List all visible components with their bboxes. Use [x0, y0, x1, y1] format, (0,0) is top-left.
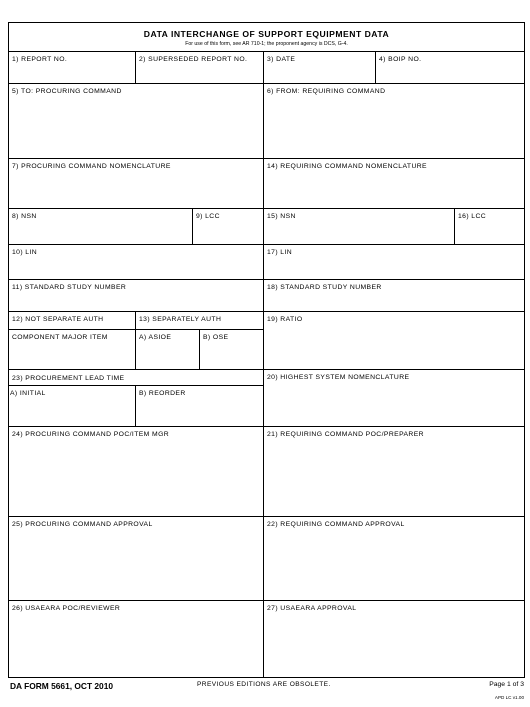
version-label: APD LC v1.00 — [494, 695, 524, 700]
field-requiring-approval[interactable] — [264, 517, 524, 601]
field-label: 12) NOT SEPARATE AUTH — [12, 316, 104, 323]
field-to-procuring-command[interactable] — [9, 84, 264, 159]
field-date[interactable] — [264, 51, 376, 84]
field-label: COMPONENT MAJOR ITEM — [12, 334, 108, 341]
field-initial[interactable] — [9, 385, 136, 427]
field-asioe[interactable] — [136, 330, 200, 370]
field-requiring-poc[interactable] — [264, 427, 524, 517]
field-component-major-item[interactable] — [9, 330, 136, 370]
field-label: 21) REQUIRING COMMAND POC/PREPARER — [267, 431, 424, 438]
form-id: DA FORM 5661, OCT 2010 — [10, 681, 114, 691]
field-procuring-nomenclature[interactable] — [9, 159, 264, 209]
field-label: 2) SUPERSEDED REPORT NO. — [139, 56, 248, 63]
field-label: 24) PROCURING COMMAND POC/ITEM MGR — [12, 431, 170, 438]
field-label: 25) PROCURING COMMAND APPROVAL — [12, 521, 153, 528]
form-subtitle: For use of this form, see AR 710-1; the proponent agency is DCS, G-4. — [185, 41, 348, 47]
field-ose[interactable] — [200, 330, 264, 370]
field-usaeara-reviewer[interactable] — [9, 601, 264, 677]
field-label: 11) STANDARD STUDY NUMBER — [12, 284, 127, 291]
field-procuring-poc[interactable] — [9, 427, 264, 517]
field-label: 14) REQUIRING COMMAND NOMENCLATURE — [267, 163, 427, 170]
field-ratio[interactable] — [264, 312, 524, 370]
field-label: 23) PROCUREMENT LEAD TIME — [12, 375, 125, 382]
form-frame — [8, 22, 525, 678]
field-lcc-9[interactable] — [193, 209, 264, 245]
field-label: 27) USAEARA APPROVAL — [267, 605, 357, 612]
obsolete-notice: PREVIOUS EDITIONS ARE OBSOLETE. — [197, 681, 331, 688]
field-label: 22) REQUIRING COMMAND APPROVAL — [267, 521, 405, 528]
field-label: 10) LIN — [12, 249, 38, 256]
field-report-no[interactable] — [9, 51, 136, 84]
field-label: 19) RATIO — [267, 316, 303, 323]
field-label: 5) TO: PROCURING COMMAND — [12, 88, 122, 95]
field-label: B) OSE — [203, 334, 229, 341]
field-boip-no[interactable] — [376, 51, 524, 84]
field-label: 15) NSN — [267, 213, 296, 220]
field-label: 6) FROM: REQUIRING COMMAND — [267, 88, 386, 95]
field-highest-system-nomenclature[interactable] — [264, 370, 524, 427]
field-not-separate-auth[interactable] — [9, 312, 136, 330]
field-lin-17[interactable] — [264, 245, 524, 280]
field-standard-study-11[interactable] — [9, 280, 264, 312]
field-from-requiring-command[interactable] — [264, 84, 524, 159]
field-label: 18) STANDARD STUDY NUMBER — [267, 284, 382, 291]
field-nsn-15[interactable] — [264, 209, 455, 245]
field-procurement-lead-time — [9, 370, 264, 385]
field-separately-auth[interactable] — [136, 312, 264, 330]
field-label: 17) LIN — [267, 249, 293, 256]
field-label: 13) SEPARATELY AUTH — [139, 316, 222, 323]
field-requiring-nomenclature[interactable] — [264, 159, 524, 209]
field-label: 9) LCC — [196, 213, 220, 220]
field-lin-10[interactable] — [9, 245, 264, 280]
field-superseded-report-no[interactable] — [136, 51, 264, 84]
field-label: 8) NSN — [12, 213, 37, 220]
field-label: 20) HIGHEST SYSTEM NOMENCLATURE — [267, 374, 410, 381]
field-lcc-16[interactable] — [455, 209, 524, 245]
field-reorder[interactable] — [136, 385, 264, 427]
field-label: 26) USAEARA POC/REVIEWER — [12, 605, 121, 612]
field-standard-study-18[interactable] — [264, 280, 524, 312]
field-label: 3) DATE — [267, 56, 296, 63]
field-label: 16) LCC — [458, 213, 487, 220]
field-label: 4) BOIP NO. — [379, 56, 422, 63]
field-label: A) INITIAL — [10, 390, 46, 397]
field-usaeara-approval[interactable] — [264, 601, 524, 677]
field-label: 1) REPORT NO. — [12, 56, 68, 63]
field-nsn-8[interactable] — [9, 209, 193, 245]
field-label: A) ASIOE — [139, 334, 172, 341]
field-procuring-approval[interactable] — [9, 517, 264, 601]
form-title: DATA INTERCHANGE OF SUPPORT EQUIPMENT DATA — [143, 29, 390, 39]
page-number: Page 1 of 3 — [489, 681, 524, 688]
field-label: B) REORDER — [139, 390, 186, 397]
field-label: 7) PROCURING COMMAND NOMENCLATURE — [12, 163, 171, 170]
